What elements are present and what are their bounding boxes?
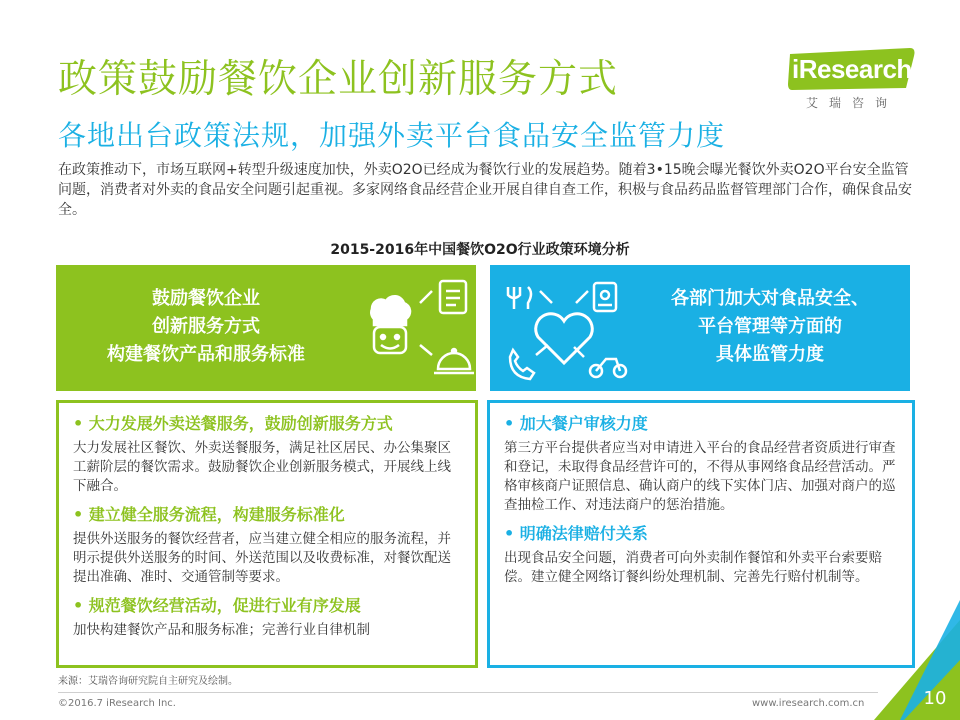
- supervision-detail-box: [487, 400, 915, 668]
- copyright-text: ©2016.7 iResearch Inc.: [58, 698, 176, 709]
- logo-wordmark: iResearch: [792, 54, 912, 84]
- encourage-line-3: 构建餐饮产品和服务标准: [107, 344, 305, 365]
- section-body: 大力发展社区餐饮、外卖送餐服务，满足社区居民、办公集聚区工薪阶层的餐饮需求。鼓励餐饮企业创新服务模式，开展线上线下融合。: [73, 440, 451, 494]
- supervision-line-1: 各部门加大对食品安全、: [671, 288, 869, 309]
- iresearch-logo: [788, 46, 918, 112]
- chef-icon: [371, 296, 410, 353]
- menu-document-icon: [420, 281, 466, 313]
- section-title: • 大力发展外卖送餐服务，鼓励创新服务方式: [73, 414, 393, 433]
- section-title: • 建立健全服务流程，构建服务标准化: [73, 505, 345, 524]
- supervision-headline: [630, 285, 910, 369]
- supervision-line-2: 平台管理等方面的: [698, 316, 842, 337]
- intro-paragraph: 在政策推动下，市场互联网+转型升级速度加快，外卖O2O已经成为餐饮行业的发展趋势。随着3•15晚会曝光餐饮外卖O2O平台安全监管问题，消费者对外卖的食品安全问题引起重视。多家网络食品经营企业开展自律自查工作，积极与食品药品监督管理部门合作，确保食品安全。: [58, 162, 912, 218]
- supervision-panel: [490, 265, 910, 391]
- section-body: 提供外送服务的餐饮经营者，应当建立健全相应的服务流程，并明示提供外送服务的时间、外送范围以及收费标准，对餐饮配送提出准确、准时、交通管制等要求。: [73, 531, 451, 585]
- section-title: • 加大餐户审核力度: [504, 414, 648, 433]
- section-body: 出现食品安全问题，消费者可向外卖制作餐馆和外卖平台索要赔偿。建立健全网络订餐纠纷处理机制、完善先行赔付机制等。: [504, 550, 882, 585]
- encourage-detail-box: [56, 400, 478, 668]
- section-body: 第三方平台提供者应当对申请进入平台的食品经营者资质进行审查和登记，未取得食品经营许可的，不得从事网络食品经营活动。严格审核商户证照信息、确认商户的线下实体门店、加强对商户的巡查抽检工作、对违法商户的惩治措施。: [504, 440, 896, 513]
- section-body: 加快构建餐饮产品和服务标准；完善行业自律机制: [73, 622, 370, 638]
- supervision-icons: [496, 265, 646, 391]
- cutlery-icon: [508, 287, 552, 309]
- encourage-headline: [66, 285, 346, 369]
- encourage-icons: [336, 265, 476, 391]
- figure-title: 2015-2016年中国餐饮O2O行业政策环境分析: [330, 242, 630, 258]
- source-note: 来源：艾瑞咨询研究院自主研究及绘制。: [58, 676, 238, 687]
- encourage-line-1: 鼓励餐饮企业: [152, 288, 260, 309]
- food-cloche-icon: [420, 345, 474, 373]
- page-number: 10: [923, 688, 947, 709]
- footer-divider: [58, 692, 878, 693]
- page-title: 政策鼓励餐饮企业创新服务方式: [58, 57, 619, 102]
- website-link[interactable]: www.iresearch.com.cn: [752, 698, 865, 709]
- section-title: • 规范餐饮经营活动，促进行业有序发展: [73, 596, 361, 615]
- section-title: • 明确法律赔付关系: [504, 524, 648, 543]
- encourage-line-2: 创新服务方式: [152, 316, 260, 337]
- page-subtitle: 各地出台政策法规，加强外卖平台食品安全监管力度: [58, 119, 726, 152]
- phone-call-icon: [510, 345, 548, 379]
- delivery-scooter-icon: [574, 347, 626, 377]
- logo-chinese-name: 艾瑞咨询: [806, 96, 899, 110]
- supervision-line-3: 具体监管力度: [716, 344, 824, 365]
- mobile-order-icon: [576, 283, 616, 311]
- encourage-panel: [56, 265, 476, 391]
